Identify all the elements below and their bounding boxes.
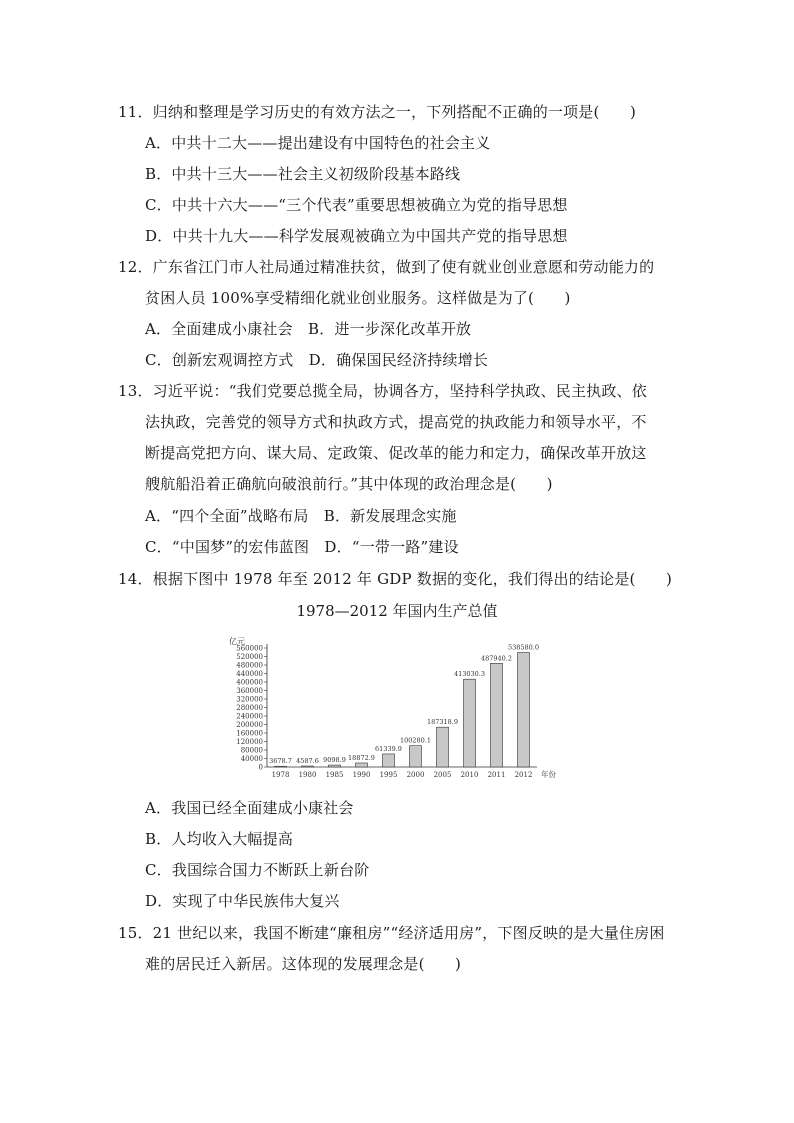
y-tick-label: 40000 [240, 755, 263, 763]
q12-stem-line2: 贫困人员 100%享受精细化就业创业服务。这样做是为了( ) [145, 289, 571, 307]
x-tick-label: 2010 [460, 771, 479, 779]
gdp-bar-chart [225, 636, 570, 786]
y-tick-label: 320000 [236, 695, 263, 704]
x-tick-label: 1978 [271, 771, 290, 779]
x-tick-label: 1990 [352, 771, 371, 779]
q11-option-d: D．中共十九大——科学发展观被确立为中国共产党的指导思想 [145, 227, 568, 245]
q11-option-b: B．中共十三大——社会主义初级阶段基本路线 [145, 165, 461, 183]
bar-1980 [302, 766, 314, 767]
q14-option-c: C．我国综合国力不断跃上新台阶 [145, 861, 370, 879]
q11-option-c: C．中共十六大——“三个代表”重要思想被确立为党的指导思想 [145, 196, 568, 214]
bar-1995 [383, 754, 395, 767]
q13-stem-line2: 法执政，完善党的领导方式和执政方式，提高党的执政能力和领导水平，不 [145, 413, 647, 431]
q13-stem-line3: 断提高党把方向、谋大局、定政策、促改革的能力和定力，确保改革开放这 [145, 444, 647, 462]
bar-2000 [410, 746, 422, 767]
q14-option-d: D．实现了中华民族伟大复兴 [145, 892, 340, 910]
x-tick-label: 2012 [514, 771, 533, 779]
q13-options-row1: A．“四个全面”战略布局 B．新发展理念实施 [145, 507, 457, 525]
bar-2011 [491, 663, 503, 767]
x-tick-label: 2005 [433, 771, 452, 779]
x-tick-label: 1995 [379, 771, 398, 779]
q14-stem: 14．根据下图中 1978 年至 2012 年 GDP 数据的变化，我们得出的结论是( ) [118, 570, 673, 588]
q15-stem-line2: 难的居民迁入新居。这体现的发展理念是( ) [145, 955, 462, 973]
bar-2005 [437, 727, 449, 767]
bar-value-label: 4587.6 [296, 757, 319, 766]
y-tick-label: 280000 [236, 704, 263, 712]
bar-2010 [464, 679, 476, 767]
q11-option-a: A．中共十二大——提出建设有中国特色的社会主义 [145, 134, 491, 152]
q13-stem-line4: 艘航船沿着正确航向破浪前行。”其中体现的政治理念是( ) [145, 475, 553, 493]
y-tick-label: 400000 [236, 678, 263, 687]
q15-stem-line1: 15．21 世纪以来，我国不断建“廉租房”“经济适用房”，下图反映的是大量住房困 [118, 924, 665, 942]
chart-title: 1978—2012 年国内生产总值 [296, 602, 498, 620]
x-axis-unit-label: 年份 [541, 770, 556, 779]
y-tick-label: 520000 [236, 653, 263, 661]
q14-option-a: A．我国已经全面建成小康社会 [145, 799, 354, 817]
q14-option-b: B．人均收入大幅提高 [145, 830, 294, 848]
bar-value-label: 487940.2 [480, 654, 513, 663]
y-tick-label: 240000 [236, 712, 263, 721]
q12-options-row2: C．创新宏观调控方式 D．确保国民经济持续增长 [145, 351, 489, 369]
y-tick-label: 360000 [236, 687, 263, 695]
bar-value-label: 61339.9 [375, 744, 402, 753]
bar-value-label: 538580.0 [507, 643, 540, 652]
bar-value-label: 9098.9 [323, 756, 346, 765]
bar-1985 [329, 765, 341, 767]
y-tick-label: 0 [258, 763, 263, 772]
bar-value-label: 3678.7 [269, 757, 292, 766]
q13-options-row2: C．“中国梦”的宏伟蓝图 D．“一带一路”建设 [145, 538, 459, 556]
bar-value-label: 187318.9 [426, 718, 459, 727]
y-tick-label: 480000 [236, 661, 263, 670]
bar-1978 [275, 766, 287, 767]
y-tick-label: 160000 [236, 729, 263, 738]
x-tick-label: 1985 [325, 771, 344, 779]
y-tick-label: 120000 [236, 738, 263, 746]
bar-value-label: 100280.1 [399, 736, 432, 745]
q12-stem-line1: 12．广东省江门市人社局通过精准扶贫，做到了使有就业创业意愿和劳动能力的 [118, 258, 655, 276]
y-axis-unit-label: 亿元 [229, 637, 245, 646]
q13-stem-line1: 13．习近平说：“我们党要总揽全局，协调各方，坚持科学执政、民主执政、依 [118, 382, 647, 400]
y-tick-label: 560000 [236, 644, 263, 653]
q12-options-row1: A．全面建成小康社会 B．进一步深化改革开放 [145, 320, 472, 338]
y-tick-label: 440000 [236, 670, 263, 678]
bar-value-label: 18872.9 [348, 753, 375, 762]
x-tick-label: 2011 [487, 771, 506, 779]
y-tick-label: 200000 [236, 721, 263, 729]
x-tick-label: 2000 [406, 771, 425, 779]
y-tick-label: 80000 [240, 746, 263, 755]
x-tick-label: 1980 [298, 771, 317, 779]
bar-1990 [356, 763, 368, 767]
bar-2012 [518, 653, 530, 767]
q11-stem: 11．归纳和整理是学习历史的有效方法之一，下列搭配不正确的一项是( ) [118, 103, 636, 121]
bar-value-label: 413030.3 [453, 670, 486, 679]
